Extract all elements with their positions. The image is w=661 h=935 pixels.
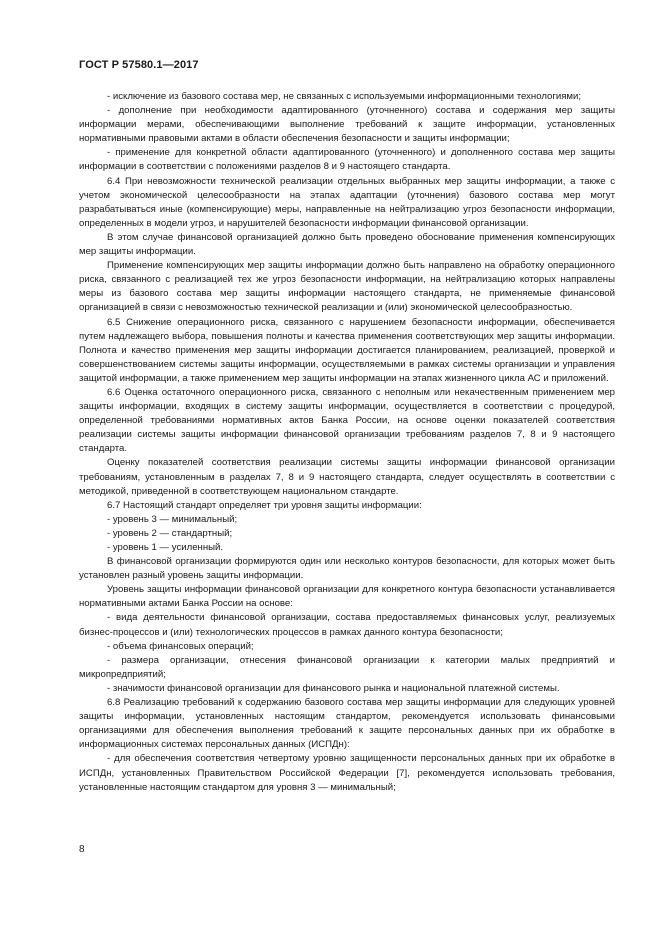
list-item: - объема финансовых операций; [107,640,254,652]
paragraph: - дополнение при необходимости адаптированного (уточненного) состава и содержания мер защиты информации мерами, обеспечивающими выполнение требований к защите информации, установленных нормативными правовыми актами в области обеспечения безопасности и защиты информации; [79,105,615,145]
list-item: - значимости финансовой организации для финансового рынка и национальной платежной системы. [107,682,560,694]
paragraph: Уровень защиты информации финансовой организации для конкретного контура безопасности устанавливается нормативными актами Банка России на основе: [79,584,615,610]
paragraph: 6.4 При невозможности технической реализации отдельных выбранных мер защиты информации, а также с учетом экономической целесообразности на этапах адаптации (уточнения) базового состава мер могут разрабатываться иные (компенсирующие) меры, направленные на нейтрализацию угроз безопасности информации, определенных в модели угроз, и нарушителей безопасности информации финансовой организации. [79,175,615,229]
list-item: - для обеспечения соответствия четвертому уровню защищенности персональных данных при их обработке в ИСПДн, установленных Правительством Российской Федерации [7], рекомендуется использовать требования, установленные настоящим стандартом для уровня 3 — минимальный; [79,753,615,793]
list-item: - размера организации, отнесения финансовой организации к категории малых предприятий и микропредприятий; [79,654,615,680]
list-item: - вида деятельности финансовой организации, состава предоставляемых финансовых услуг, реализуемых бизнес-процессов и (или) технологических процессов в рамках данного контура безопасности; [79,612,615,638]
paragraph: - применение для конкретной области адаптированного (уточненного) и дополненного состава мер защиты информации в соответствии с положениями разделов 8 и 9 настоящего стандарта. [79,147,615,173]
paragraph: 6.7 Настоящий стандарт определяет три уровня защиты информации: [107,499,422,511]
paragraph: Применение компенсирующих мер защиты информации должно быть направлено на обработку операционного риска, связанного с реализацией тех же угроз безопасности информации, на нейтрализацию которых направлены меры из базового состава мер защиты информации настоящего стандарта, не применяемые финансовой организацией в связи с невозможностью технической реализации и (или) экономической целесообразностью. [79,260,615,314]
list-item: - уровень 3 — минимальный; [107,513,238,525]
paragraph: 6.8 Реализацию требований к содержанию базового состава мер защиты информации для следующих уровней защиты информации, установленных настоящим стандартом, рекомендуется использовать финансовыми организациями для обеспечения выполнения требований к защите персональных данных при их обработке в информационных системах персональных данных (ИСПДн): [79,697,615,751]
list-item: - уровень 1 — усиленный. [107,542,224,553]
document-header: ГОСТ Р 57580.1—2017 [79,59,199,71]
paragraph: 6.5 Снижение операционного риска, связанного с нарушением безопасности информации, обеспечивается путем надлежащего выбора, повышения полноты и качества применения соответствующих мер защиты информации. Полнота и качество применения мер защиты информации достигается планированием, реализацией, проверкой и совершенствованием системы защиты информации, осуществляемыми в рамках системы организации и управления защитой информации, а также применением мер защиты информации на этапах жизненного цикла АС и приложений. [79,316,615,384]
paragraph: В этом случае финансовой организацией должно быть проведено обоснование применения компенсирующих мер защиты информации. [79,231,615,258]
paragraph: 6.6 Оценка остаточного операционного риска, связанного с неполным или некачественным применением мер защиты информации, входящих в систему защиты информации, осуществляется в соответствии с процедурой, определенной требованиями нормативных актов Банка России, на основе оценки показателей соответствия реализации системы защиты информации финансовой организации требованиям разделов 7, 8 и 9 настоящего стандарта. [79,386,615,455]
list-item: - уровень 2 — стандартный; [107,527,233,539]
document-body [79,90,615,795]
paragraph: Оценку показателей соответствия реализации системы защиты информации финансовой организации требованиям, установленным в разделах 7, 8 и 9 настоящего стандарта, следует осуществлять в соответствии с методикой, приведенной в соответствующем национальном стандарте. [79,457,615,497]
paragraph: В финансовой организации формируются один или несколько контуров безопасности, для которых может быть установлен разный уровень защиты информации. [79,556,615,582]
page-number: 8 [79,844,85,855]
paragraph: - исключение из базового состава мер, не связанных с используемыми информационными технологиями; [107,91,582,102]
